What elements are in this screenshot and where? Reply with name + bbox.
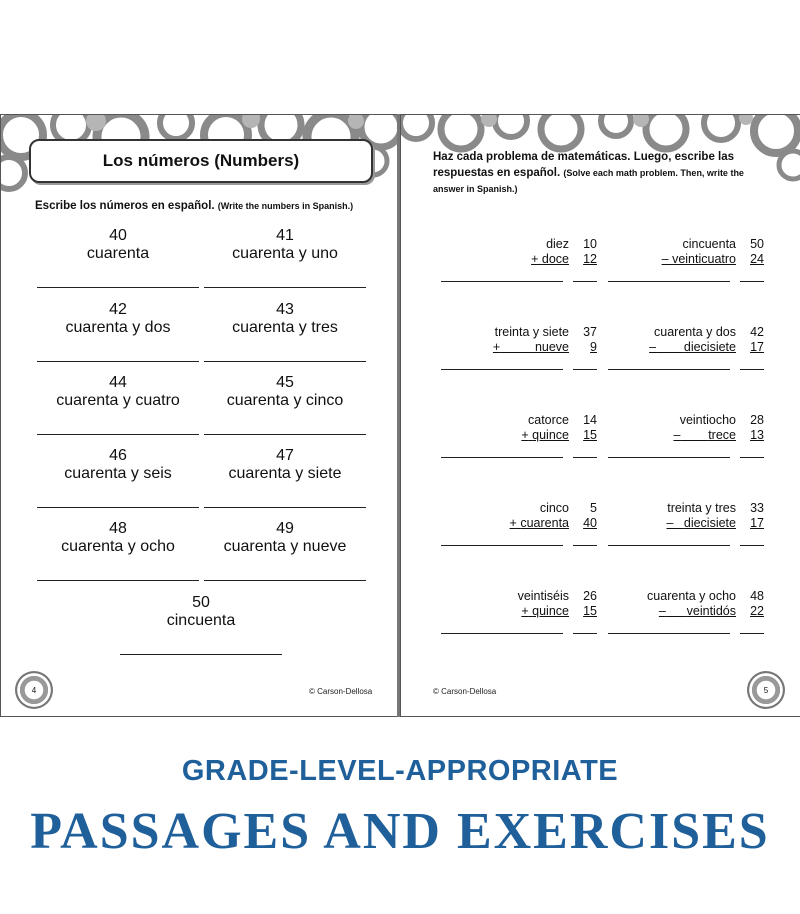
number-word: cuarenta y cuatro xyxy=(56,392,180,409)
second-word-text: cuarenta xyxy=(520,516,569,530)
second-word-text: quince xyxy=(532,604,569,618)
second-number: 15 xyxy=(583,428,597,442)
answer-number-line[interactable] xyxy=(740,457,764,458)
second-word-text: veintidós xyxy=(686,604,736,618)
addend-number: 37 xyxy=(583,325,597,339)
book-spread xyxy=(0,114,800,717)
addend-number: 42 xyxy=(750,325,764,339)
operator: + xyxy=(509,516,517,530)
answer-word-line[interactable] xyxy=(608,281,730,282)
second-word xyxy=(649,340,736,354)
addend-number: 5 xyxy=(590,501,597,515)
second-word xyxy=(510,516,569,530)
answer-number-line[interactable] xyxy=(573,369,597,370)
math-problem xyxy=(441,589,601,645)
answer-word-line[interactable] xyxy=(441,457,563,458)
addend-word: treinta y siete xyxy=(494,325,569,339)
second-word-text: nueve xyxy=(534,340,569,354)
second-number: 24 xyxy=(750,252,764,266)
number-item xyxy=(204,520,366,581)
left-page xyxy=(0,114,400,717)
number: 46 xyxy=(109,447,127,464)
addend-number: 33 xyxy=(750,501,764,515)
addend-number: 50 xyxy=(750,237,764,251)
answer-number-line[interactable] xyxy=(573,633,597,634)
answer-number-line[interactable] xyxy=(573,281,597,282)
math-problem xyxy=(608,589,768,645)
answer-word-line[interactable] xyxy=(441,545,563,546)
second-word-text: trece xyxy=(708,428,736,442)
addend-number: 10 xyxy=(583,237,597,251)
instruction-text: Escribe los números en español. xyxy=(35,200,215,212)
addend-number: 26 xyxy=(583,589,597,603)
second-number: 12 xyxy=(583,252,597,266)
addend-word: cincuenta xyxy=(682,237,736,251)
operator: + xyxy=(521,604,529,618)
instruction-english: (Write the numbers in Spanish.) xyxy=(217,201,354,211)
number-word: cuarenta y siete xyxy=(228,465,342,482)
answer-line[interactable] xyxy=(37,287,199,288)
answer-word-line[interactable] xyxy=(441,281,563,282)
addend-number: 28 xyxy=(750,413,764,427)
number: 49 xyxy=(276,520,294,537)
number-item xyxy=(37,520,199,581)
math-problem xyxy=(441,501,601,557)
addend-word: veintiocho xyxy=(679,413,736,427)
number-item xyxy=(37,374,199,435)
math-problem xyxy=(608,413,768,469)
operator: – xyxy=(661,252,669,266)
second-word xyxy=(659,604,736,618)
instructions xyxy=(35,200,353,212)
number: 48 xyxy=(109,520,127,537)
answer-line[interactable] xyxy=(120,654,282,655)
second-word-text: doce xyxy=(541,252,569,266)
answer-line[interactable] xyxy=(204,287,366,288)
banner-title: PASSAGES AND EXERCISES xyxy=(30,803,770,860)
answer-word-line[interactable] xyxy=(608,369,730,370)
answer-line[interactable] xyxy=(204,361,366,362)
second-word xyxy=(667,516,737,530)
second-word xyxy=(521,604,569,618)
answer-word-line[interactable] xyxy=(608,633,730,634)
addend-number: 14 xyxy=(583,413,597,427)
answer-word-line[interactable] xyxy=(608,545,730,546)
number-word: cincuenta xyxy=(166,612,236,629)
answer-line[interactable] xyxy=(37,434,199,435)
answer-line[interactable] xyxy=(204,507,366,508)
operator: – xyxy=(649,340,657,354)
number-word: cuarenta y seis xyxy=(64,465,172,482)
number-word: cuarenta y tres xyxy=(232,319,338,336)
operator: + xyxy=(521,428,529,442)
copyright: © Carson-Dellosa xyxy=(433,687,497,696)
number-item xyxy=(204,374,366,435)
number: 45 xyxy=(276,374,294,391)
second-word xyxy=(531,252,569,266)
answer-line[interactable] xyxy=(37,361,199,362)
number-item xyxy=(204,227,366,288)
second-word xyxy=(673,428,736,442)
answer-line[interactable] xyxy=(204,580,366,581)
answer-line[interactable] xyxy=(204,434,366,435)
number-item xyxy=(120,594,282,655)
number: 42 xyxy=(109,301,127,318)
number-word: cuarenta y dos xyxy=(65,319,171,336)
addend-word: veintiséis xyxy=(517,589,569,603)
answer-number-line[interactable] xyxy=(573,457,597,458)
instructions xyxy=(433,149,773,197)
copyright: © Carson-Dellosa xyxy=(309,687,373,696)
math-problem xyxy=(608,325,768,381)
number-word: cuarenta y uno xyxy=(232,245,338,262)
addend-word: cuarenta y dos xyxy=(654,325,736,339)
second-word-text: quince xyxy=(532,428,569,442)
operator: – xyxy=(666,516,674,530)
instruction-english: (Solve each math problem. Then, write the answer in Spanish.) xyxy=(433,168,744,194)
page-title: Los números (Numbers) xyxy=(29,139,373,183)
math-problem xyxy=(441,325,601,381)
number: 50 xyxy=(192,594,210,611)
second-number: 13 xyxy=(750,428,764,442)
number-word: cuarenta xyxy=(86,245,150,262)
addend-word: treinta y tres xyxy=(667,501,736,515)
second-word-text: diecisiete xyxy=(683,516,736,530)
operator: + xyxy=(492,340,501,354)
math-problem xyxy=(441,237,601,293)
math-problem xyxy=(441,413,601,469)
page-number: 4 xyxy=(31,685,37,695)
answer-number-line[interactable] xyxy=(740,369,764,370)
number-item xyxy=(37,301,199,362)
second-number: 40 xyxy=(583,516,597,530)
banner-subtitle: GRADE-LEVEL-APPROPRIATE xyxy=(181,755,619,787)
math-problem xyxy=(608,237,768,293)
operator: – xyxy=(658,604,666,618)
addend-word: cuarenta y ocho xyxy=(647,589,736,603)
instruction-text: Haz cada problema de matemáticas. Luego, escribe las respuestas en español. xyxy=(433,151,735,179)
second-number: 17 xyxy=(750,516,764,530)
answer-number-line[interactable] xyxy=(740,545,764,546)
operator: + xyxy=(531,252,539,266)
second-number: 17 xyxy=(750,340,764,354)
number: 40 xyxy=(109,227,127,244)
page-number-badge xyxy=(15,671,53,709)
answer-number-line[interactable] xyxy=(740,633,764,634)
number: 43 xyxy=(276,301,294,318)
second-number: 22 xyxy=(750,604,764,618)
second-word xyxy=(521,428,569,442)
second-word xyxy=(662,252,736,266)
math-problem xyxy=(608,501,768,557)
second-word-text: diecisiete xyxy=(683,340,736,354)
answer-word-line[interactable] xyxy=(441,633,563,634)
answer-line[interactable] xyxy=(37,507,199,508)
number-word: cuarenta y ocho xyxy=(61,538,175,555)
answer-line[interactable] xyxy=(37,580,199,581)
second-number: 9 xyxy=(590,340,597,354)
second-number: 15 xyxy=(583,604,597,618)
answer-word-line[interactable] xyxy=(608,457,730,458)
addend-number: 48 xyxy=(750,589,764,603)
answer-word-line[interactable] xyxy=(441,369,563,370)
second-word xyxy=(493,340,569,354)
number-word: cuarenta y nueve xyxy=(223,538,347,555)
second-word-text: veinticuatro xyxy=(672,252,736,266)
number: 44 xyxy=(109,374,127,391)
page-number: 5 xyxy=(763,685,769,695)
addend-word: cinco xyxy=(539,501,569,515)
page-number-badge xyxy=(747,671,785,709)
right-page xyxy=(400,114,800,717)
number-item xyxy=(204,447,366,508)
operator: – xyxy=(673,428,681,442)
number-item xyxy=(204,301,366,362)
number-item xyxy=(37,227,199,288)
number: 41 xyxy=(276,227,294,244)
number-item xyxy=(37,447,199,508)
addend-word: diez xyxy=(546,237,569,251)
number-word: cuarenta y cinco xyxy=(226,392,344,409)
answer-number-line[interactable] xyxy=(740,281,764,282)
answer-number-line[interactable] xyxy=(573,545,597,546)
number: 47 xyxy=(276,447,294,464)
addend-word: catorce xyxy=(528,413,569,427)
